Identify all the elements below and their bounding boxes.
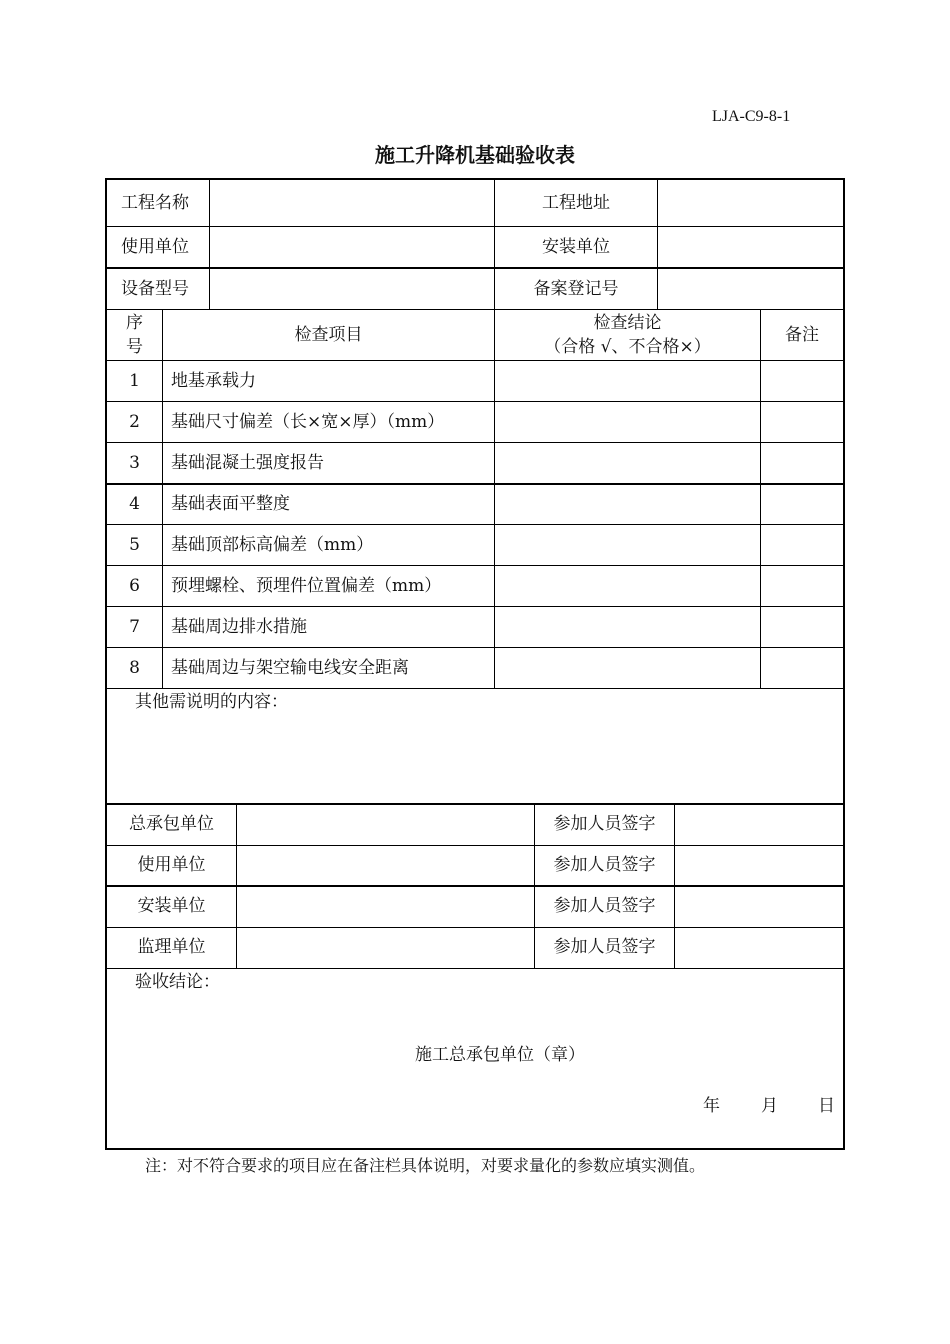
participant-sign-label: 参加人员签字 bbox=[553, 896, 656, 916]
column-remark: 备注 bbox=[785, 325, 819, 345]
page-title: 施工升降机基础验收表 bbox=[375, 143, 575, 167]
item-name: 地基承载力 bbox=[171, 371, 256, 391]
item-name: 基础混凝土强度报告 bbox=[171, 453, 324, 473]
column-seq-line2: 号 bbox=[126, 337, 143, 357]
participant-sign-label: 参加人员签字 bbox=[553, 855, 656, 875]
item-name: 预埋螺栓、预埋件位置偏差（mm） bbox=[171, 576, 442, 596]
project-name-label: 工程名称 bbox=[121, 193, 189, 213]
participant-sign-label: 参加人员签字 bbox=[553, 814, 656, 834]
item-name: 基础周边与架空输电线安全距离 bbox=[171, 658, 409, 678]
date-year-label: 年 bbox=[703, 1096, 720, 1116]
install-unit-label: 安装单位 bbox=[542, 237, 610, 257]
sign-unit-label: 安装单位 bbox=[137, 896, 206, 916]
footnote: 注：对不符合要求的项目应在备注栏具体说明，对要求量化的参数应填实测值。 bbox=[145, 1156, 706, 1175]
item-no: 4 bbox=[129, 494, 140, 514]
column-check-item: 检查项目 bbox=[294, 325, 363, 345]
contractor-stamp-label: 施工总承包单位（章） bbox=[415, 1045, 585, 1065]
column-result-line2: （合格 √、不合格×） bbox=[544, 337, 711, 357]
user-unit-label: 使用单位 bbox=[121, 237, 189, 257]
other-notes-label: 其他需说明的内容： bbox=[135, 692, 288, 712]
column-seq-line1: 序 bbox=[126, 313, 143, 333]
item-no: 2 bbox=[129, 412, 140, 432]
sign-unit-label: 监理单位 bbox=[137, 937, 206, 957]
item-name: 基础顶部标高偏差（mm） bbox=[171, 535, 374, 555]
equipment-model-label: 设备型号 bbox=[121, 279, 189, 299]
acceptance-form-table bbox=[105, 178, 845, 1150]
item-no: 8 bbox=[129, 658, 140, 678]
item-no: 5 bbox=[129, 535, 140, 555]
item-no: 7 bbox=[129, 617, 140, 637]
item-no: 1 bbox=[129, 371, 140, 391]
item-no: 3 bbox=[129, 453, 140, 473]
item-name: 基础尺寸偏差（长×宽×厚）（mm） bbox=[171, 412, 445, 432]
sign-unit-label: 总承包单位 bbox=[129, 814, 214, 834]
item-no: 6 bbox=[129, 576, 140, 596]
registration-number-label: 备案登记号 bbox=[533, 279, 619, 299]
date-day-label: 日 bbox=[818, 1096, 835, 1116]
sign-unit-label: 使用单位 bbox=[137, 855, 206, 875]
form-code: LJA-C9-8-1 bbox=[712, 108, 791, 125]
column-result-line1: 检查结论 bbox=[593, 313, 662, 333]
date-month-label: 月 bbox=[761, 1096, 778, 1116]
project-address-label: 工程地址 bbox=[542, 193, 610, 213]
item-name: 基础周边排水措施 bbox=[171, 617, 307, 637]
participant-sign-label: 参加人员签字 bbox=[553, 937, 656, 957]
item-name: 基础表面平整度 bbox=[171, 494, 290, 514]
conclusion-label: 验收结论： bbox=[135, 972, 220, 992]
